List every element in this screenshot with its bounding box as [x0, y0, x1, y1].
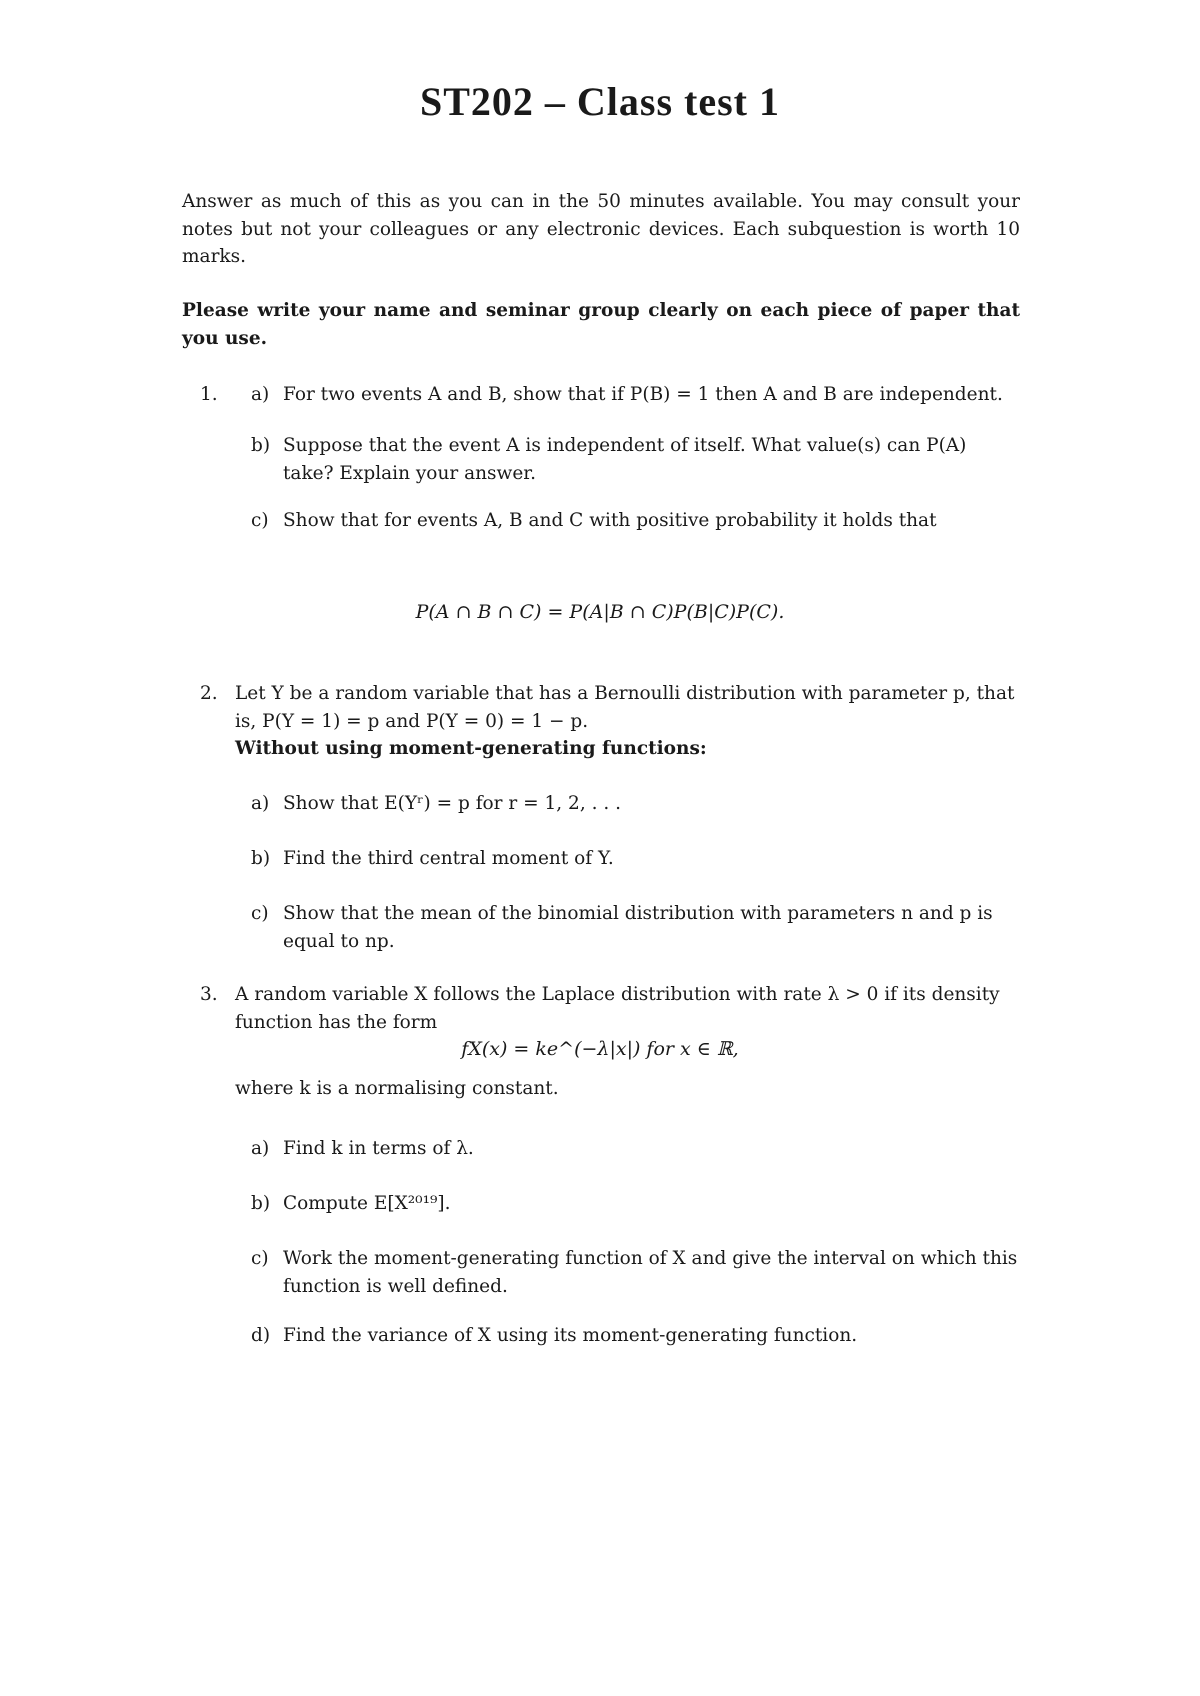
subquestion-text: Work the moment-generating function of X and give the interval on which this function is well defined.	[283, 1248, 1018, 1297]
subquestion-text: Suppose that the event A is independent of itself. What value(s) can P(A) take? Explain your answer.	[283, 435, 967, 484]
subquestion-label: c)	[251, 903, 269, 924]
subquestion-text: For two events A and B, show that if P(B) = 1 then A and B are independent.	[283, 384, 1003, 405]
question-number: 2.	[200, 683, 218, 704]
subquestion-label: c)	[251, 1248, 269, 1269]
subquestion-label: b)	[251, 1193, 271, 1214]
formula-chain-rule: P(A ∩ B ∩ C) = P(A|B ∩ C)P(B|C)P(C).	[415, 601, 785, 623]
subquestion-label: a)	[251, 384, 270, 405]
question-number: 3.	[200, 984, 218, 1005]
question-after-text: where k is a normalising constant.	[235, 1078, 559, 1099]
question-3	[200, 981, 1020, 1041]
subquestion-text: Compute E[X²⁰¹⁹].	[283, 1193, 451, 1214]
subquestion-label: b)	[251, 848, 271, 869]
question-3-body	[200, 1075, 1020, 1375]
subquestion-label: a)	[251, 793, 270, 814]
subquestion-text: Find k in terms of λ.	[283, 1138, 474, 1159]
question-number: 1.	[200, 384, 218, 405]
question-instruction: Without using moment-generating functions:	[235, 738, 707, 759]
subquestion-label: b)	[251, 435, 271, 456]
question-2	[200, 680, 1020, 950]
page-title: ST202 – Class test 1	[419, 79, 781, 124]
subquestion-text: Show that the mean of the binomial distribution with parameters n and p is equal to np.	[283, 903, 993, 952]
subquestion-text: Find the third central moment of Y.	[283, 848, 614, 869]
subquestion-text: Show that for events A, B and C with positive probability it holds that	[283, 510, 937, 531]
question-2-intro	[235, 680, 1020, 763]
subquestion-label: a)	[251, 1138, 270, 1159]
question-intro-text: A random variable X follows the Laplace distribution with rate λ > 0 if its density function has the form	[235, 984, 1000, 1033]
formula-laplace-density: fX(x) = ke^(−λ|x|) for x ∈ ℝ,	[461, 1038, 739, 1060]
name-notice: Please write your name and seminar group clearly on each piece of paper that you use.	[182, 300, 1020, 349]
subquestion-label: c)	[251, 510, 269, 531]
subquestion-text: Show that E(Yʳ) = p for r = 1, 2, . . .	[283, 793, 621, 814]
question-intro-text: Let Y be a random variable that has a Bernoulli distribution with parameter p, that is, P(Y = 1) = p and P(Y = 0) = 1 − p.	[235, 683, 1015, 732]
subquestion-label: d)	[251, 1325, 271, 1346]
subquestion-text: Find the variance of X using its moment-generating function.	[283, 1325, 858, 1346]
question-1	[200, 381, 1020, 581]
instructions-paragraph: Answer as much of this as you can in the 50 minutes available. You may consult your notes but not your colleagues or any electronic devices. Each subquestion is worth 10 marks.	[182, 191, 1020, 267]
